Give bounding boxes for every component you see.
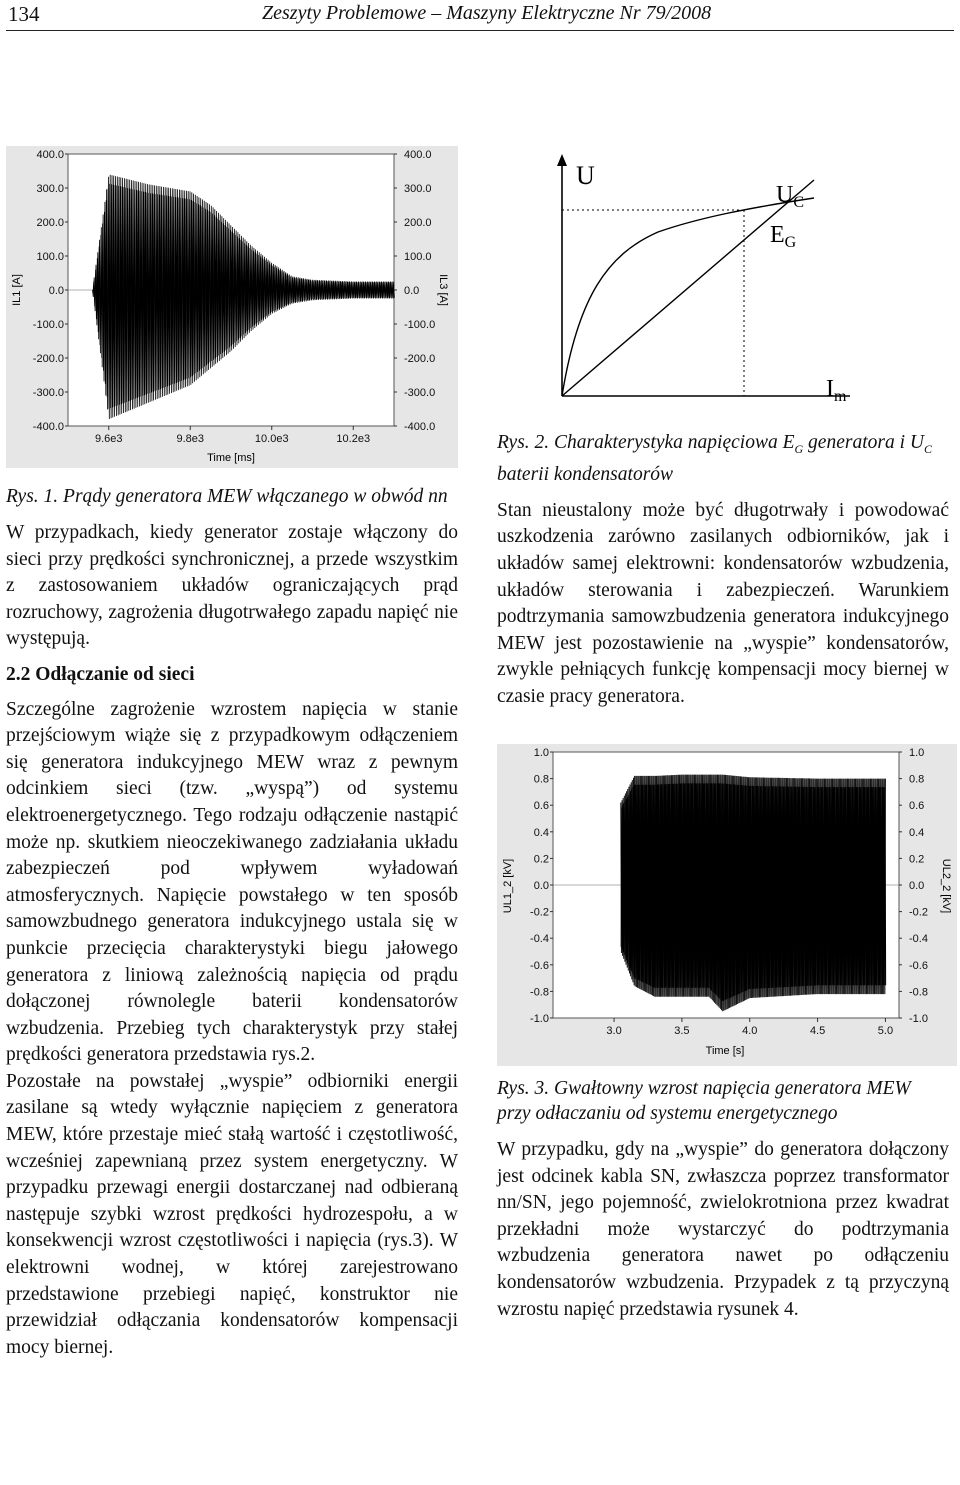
fig1-xtick: 9.6e3 xyxy=(94,433,123,445)
left-paragraph-1: W przypadkach, kiedy generator zostaje włączony do sieci przy prędkości synchronicznej, a przede wszystkim z zastosowaniem układów ograniczających prąd rozruchowy, zagrożenia długotrwałego zapadu napięć nie występują. xyxy=(6,522,458,650)
fig3-ytick-right: -0.6 xyxy=(909,959,928,972)
fig1-ytick-left: 200.0 xyxy=(36,217,64,229)
fig1-ytick-left: -300.0 xyxy=(32,387,64,399)
fig1-ytick-right: 0.0 xyxy=(404,285,420,297)
fig2-label-eg: $E_G$ xyxy=(770,222,797,251)
fig2-label-im: $I_m$ xyxy=(826,376,847,405)
right-column-bottom xyxy=(497,1076,949,1332)
fig1-ytick-left: 400.0 xyxy=(36,149,64,161)
fig3-ytick-left: -0.8 xyxy=(530,986,549,999)
fig3-ylabel-left: UL1_2 [kV] xyxy=(502,858,514,914)
fig3-xtick: 4.5 xyxy=(809,1025,826,1037)
fig3-ylabel-right: UL2_2 [kV] xyxy=(940,858,952,914)
section-heading: 2.2 Odłączanie od sieci xyxy=(6,663,195,685)
fig3-ytick-left: -1.0 xyxy=(530,1013,549,1025)
fig1-ytick-right: 200.0 xyxy=(404,217,432,229)
fig1-ytick-left: 0.0 xyxy=(48,285,64,297)
fig3-ytick-right: 0.2 xyxy=(909,853,925,866)
fig1-ytick-left: -400.0 xyxy=(32,421,64,433)
figure-2 xyxy=(538,146,858,414)
header-rule xyxy=(6,30,954,31)
fig3-ytick-left: 0.8 xyxy=(533,773,549,786)
fig3-xlabel: Time [s] xyxy=(705,1045,745,1057)
fig3-ytick-right: -0.4 xyxy=(909,933,928,946)
fig3-xtick: 5.0 xyxy=(877,1025,894,1037)
fig3-ytick-right: -1.0 xyxy=(909,1013,928,1025)
fig1-ytick-right: -100.0 xyxy=(404,319,436,331)
fig3-ytick-left: -0.2 xyxy=(530,906,549,919)
left-paragraph-2: Szczególne zagrożenie wzrostem napięcia w stanie przejściowym wiąże się z przypadkowym odłączeniem się generatora indukcyjnego MEW wraz z pewnym odcinkiem sieci (tzw. „wyspą”) od systemu elektroenergetycznego. Tego rodzaju odłączenie nastąpić może np. skutkiem nieoczekiwanego zadziałania układu zabezpieczeń pod wpływem wyładowań atmosferycznych. Napięcie powstałego w ten sposób samowzbudnego generatora indukcyjnego ustala się w punkcie przecięcia charakterystyki biegu jałowego generatora z liniową zależnością napięcia od prądu dołączonej równolegle baterii kondensatorów wzbudzenia. Przebieg tych charakterystyk przy stałej prędkości generatora przedstawia rys.2. xyxy=(6,698,458,1066)
fig3-chart xyxy=(497,744,957,1066)
fig3-ytick-left: 0.0 xyxy=(533,880,549,892)
fig3-ytick-right: 0.8 xyxy=(909,773,925,786)
figure-1 xyxy=(6,146,458,468)
fig1-xtick: 10.0e3 xyxy=(254,433,289,445)
fig1-ytick-left: 300.0 xyxy=(36,183,64,195)
fig3-ytick-left: 1.0 xyxy=(533,747,549,759)
fig1-chart xyxy=(6,146,458,468)
fig1-ytick-right: -400.0 xyxy=(404,421,436,433)
fig3-ytick-right: -0.2 xyxy=(909,906,928,919)
fig1-ytick-right: 400.0 xyxy=(404,149,432,161)
fig3-ytick-left: 0.2 xyxy=(533,853,549,866)
fig1-ytick-right: 100.0 xyxy=(404,251,432,263)
fig1-xlabel: Time [ms] xyxy=(207,452,255,464)
fig3-ytick-right: 0.4 xyxy=(909,826,925,839)
fig3-ytick-left: -0.4 xyxy=(530,933,549,946)
fig3-ytick-right: 0.0 xyxy=(909,880,925,892)
fig1-ytick-right: -200.0 xyxy=(404,353,436,365)
left-column xyxy=(6,484,458,1370)
fig3-ytick-left: 0.4 xyxy=(533,826,549,839)
fig3-ytick-right: -0.8 xyxy=(909,986,928,999)
fig1-ytick-left: 100.0 xyxy=(36,251,64,263)
fig3-ytick-left: 0.6 xyxy=(533,800,549,813)
fig1-ytick-left: -200.0 xyxy=(32,353,64,365)
fig3-xtick: 4.0 xyxy=(742,1025,758,1037)
fig1-ylabel-right: IL3 [A] xyxy=(437,274,449,306)
journal-title: Zeszyty Problemowe – Maszyny Elektryczne Nr 79/2008 xyxy=(262,2,712,24)
fig1-ytick-right: -300.0 xyxy=(404,387,436,399)
fig2-caption: Rys. 2. Charakterystyka napięciowa $E_G$ generatora i $U_C$ baterii kondensatorów xyxy=(497,432,932,485)
fig1-ytick-right: 300.0 xyxy=(404,183,432,195)
fig2-chart xyxy=(538,146,858,414)
fig3-ytick-left: -0.6 xyxy=(530,959,549,972)
right-column-top xyxy=(497,430,949,720)
fig1-xtick: 9.8e3 xyxy=(176,433,205,445)
right-paragraph-2: W przypadku, gdy na „wyspie” do generatora dołączony jest odcinek kabla SN, zwłaszcza poprzez transformator nn/SN, jego pojemność, zwielokrotniona przez kwadrat przekładni może wystarczyć do podtrzymania wzbudzenia generatora nawet po odłączeniu kondensatorów wzbudzenia. Przypadek z tą przyczyną wzrostu napięć przedstawia rysunek 4. xyxy=(497,1139,949,1320)
page-number: 134 xyxy=(8,2,40,26)
left-paragraph-3: Pozostałe na powstałej „wyspie” odbiorniki energii zasilane są wtedy wyłącznie napięciem z generatora MEW, które przestaje mieć stałą wartość i częstotliwość, wcześniej zapewnianą przez system energetyczny. W przypadku przewagi energii dostarczanej nad odbieraną następuje szybki wzrost prędkości hydrozespołu, a w konsekwencji wzrost częstotliwości i napięcia (rys.3). W elektrowni wodnej, w której zarejestrowano przedstawione przebiegi napięć, konstruktor nie przewidział odłączania kondensatorów kompensacji mocy biernej. xyxy=(6,1070,458,1358)
right-paragraph-1: Stan nieustalony może być długotrwały i powodować uszkodzenia zarówno zasilanych odbiorników, jak i układów samej elektrowni: kondensatorów wzbudzenia, układów sterowania i zabezpieczeń. Warunkiem podtrzymania samowzbudzenia generatora indukcyjnego MEW jest pozostawienie na „wyspie” kondensatorów, zwykle pełniących funkcję kompensacji mocy biernej w czasie pracy generatora. xyxy=(497,499,949,708)
fig2-label-uc: $U_C$ xyxy=(776,182,805,211)
fig1-ytick-left: -100.0 xyxy=(32,319,64,331)
fig1-xtick: 10.2e3 xyxy=(336,433,371,445)
fig3-xtick: 3.5 xyxy=(674,1025,690,1037)
fig1-ylabel-left: IL1 [A] xyxy=(11,274,23,306)
page-header xyxy=(0,0,960,30)
fig3-ytick-right: 0.6 xyxy=(909,800,925,813)
figure-3 xyxy=(497,744,957,1066)
fig3-ytick-right: 1.0 xyxy=(909,747,925,759)
fig2-label-u: U xyxy=(576,161,595,190)
fig3-xtick: 3.0 xyxy=(606,1025,622,1037)
fig3-caption: Rys. 3. Gwałtowny wzrost napięcia generatora MEW przy odłaczaniu od systemu energetycznego xyxy=(497,1078,911,1124)
fig1-caption: Rys. 1. Prądy generatora MEW włączanego w obwód nn xyxy=(6,486,448,507)
